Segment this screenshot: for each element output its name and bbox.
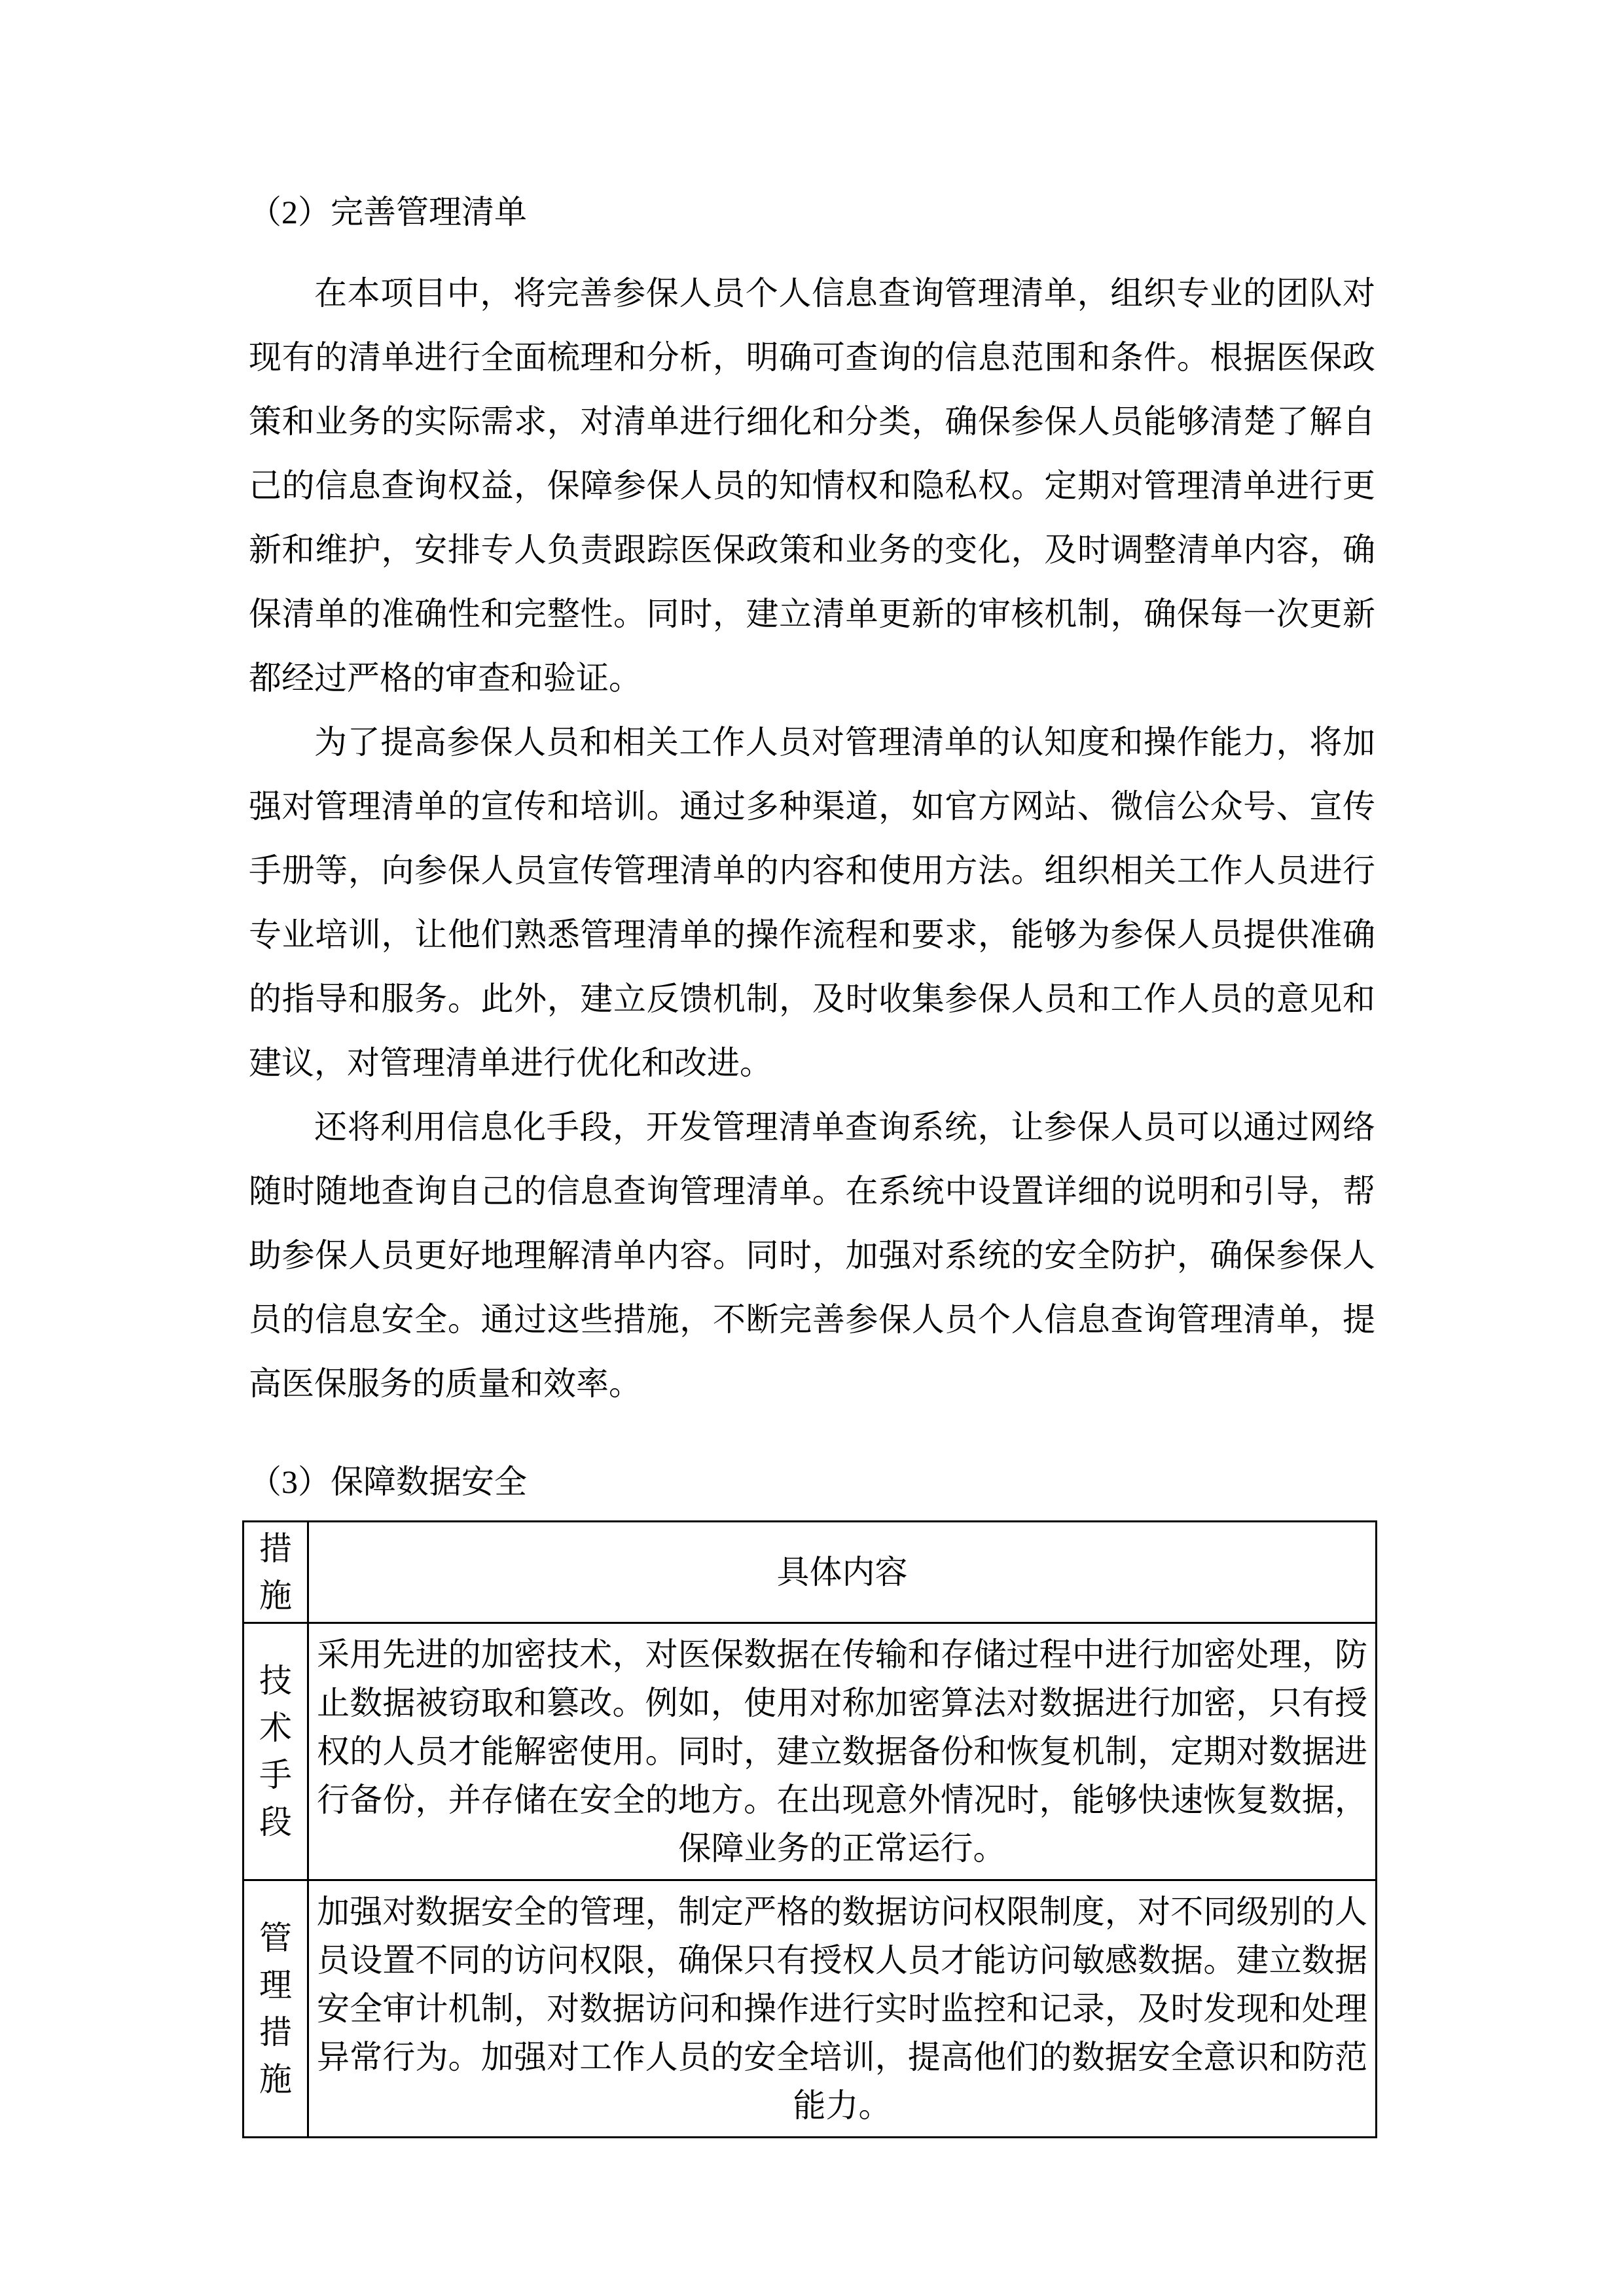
data-security-table <box>242 1520 1377 2138</box>
table-row-technical <box>244 1623 1377 1880</box>
paragraph-improve-list-2: 为了提高参保人员和相关工作人员对管理清单的认知度和操作能力，将加强对管理清单的宣传和培训。通过多种渠道，如官方网站、微信公众号、宣传手册等，向参保人员宣传管理清单的内容和使用方法。组织相关工作人员进行专业培训，让他们熟悉管理清单的操作流程和要求，能够为参保人员提供准确的指导和服务。此外，建立反馈机制，及时收集参保人员和工作人员的意见和建议，对管理清单进行优化和改进。 <box>249 724 1375 1081</box>
table-cell-measure-management: 管理措施 <box>244 1880 308 2138</box>
table-header-row <box>244 1522 1377 1623</box>
table-header-measure: 措施 <box>244 1522 308 1623</box>
table-row-management <box>244 1880 1377 2138</box>
section-heading-3: （3）保障数据安全 <box>249 1463 527 1500</box>
table-cell-measure-technical: 技术手段 <box>244 1623 308 1880</box>
section-heading-2: （2）完善管理清单 <box>249 194 527 230</box>
paragraph-improve-list-3: 还将利用信息化手段，开发管理清单查询系统，让参保人员可以通过网络随时随地查询自己的信息查询管理清单。在系统中设置详细的说明和引导，帮助参保人员更好地理解清单内容。同时，加强对系统的安全防护，确保参保人员的信息安全。通过这些措施，不断完善参保人员个人信息查询管理清单，提高医保服务的质量和效率。 <box>249 1109 1375 1402</box>
paragraph-improve-list-1: 在本项目中，将完善参保人员个人信息查询管理清单，组织专业的团队对现有的清单进行全面梳理和分析，明确可查询的信息范围和条件。根据医保政策和业务的实际需求，对清单进行细化和分类，确保参保人员能够清楚了解自己的信息查询权益，保障参保人员的知情权和隐私权。定期对管理清单进行更新和维护，安排专人负责跟踪医保政策和业务的变化，及时调整清单内容，确保清单的准确性和完整性。同时，建立清单更新的审核机制，确保每一次更新都经过严格的审查和验证。 <box>249 275 1375 696</box>
table-cell-content-management: 加强对数据安全的管理，制定严格的数据访问权限制度，对不同级别的人员设置不同的访问权限，确保只有授权人员才能访问敏感数据。建立数据安全审计机制，对数据访问和操作进行实时监控和记录，及时发现和处理异常行为。加强对工作人员的安全培训，提高他们的数据安全意识和防范能力。 <box>308 1880 1377 2138</box>
table-header-content: 具体内容 <box>308 1522 1377 1623</box>
table-cell-content-technical: 采用先进的加密技术，对医保数据在传输和存储过程中进行加密处理，防止数据被窃取和篡改。例如，使用对称加密算法对数据进行加密，只有授权的人员才能解密使用。同时，建立数据备份和恢复机制，定期对数据进行备份，并存储在安全的地方。在出现意外情况时，能够快速恢复数据，保障业务的正常运行。 <box>308 1623 1377 1880</box>
